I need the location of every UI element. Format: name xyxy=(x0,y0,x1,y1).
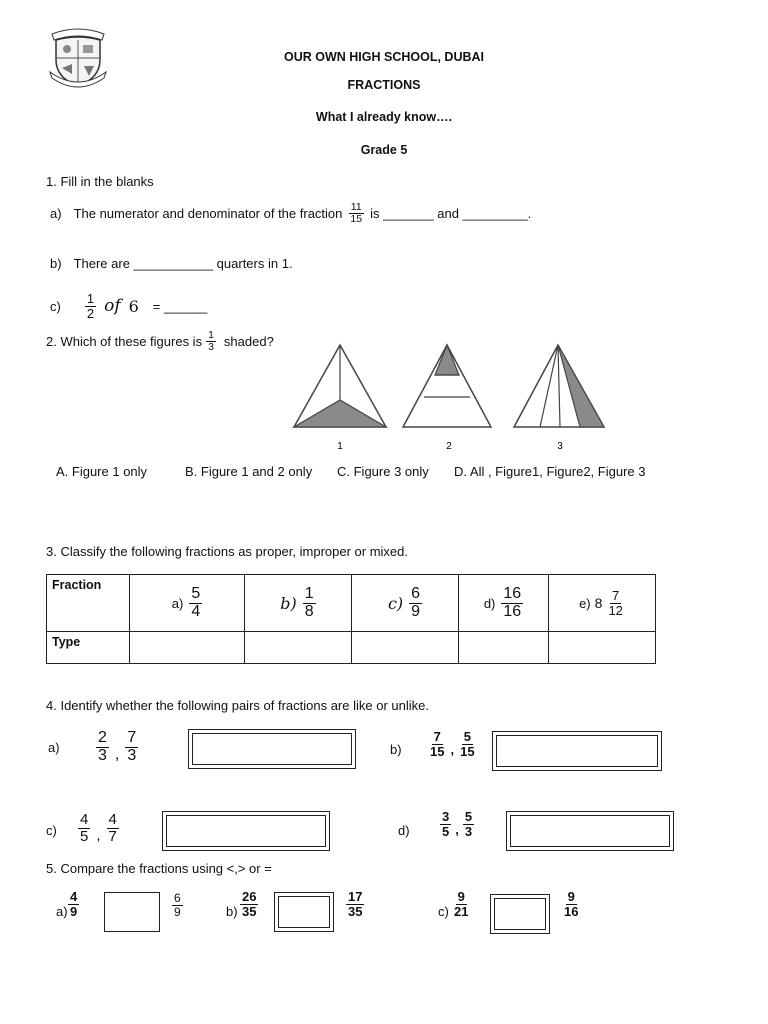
q1-c-numerator: 1 xyxy=(86,291,95,306)
q5-a-d1: 9 xyxy=(70,903,78,919)
q4-d-n2: 5 xyxy=(464,809,473,824)
q3-cell-a xyxy=(130,575,245,632)
q1-b-row xyxy=(50,256,293,271)
q5-b-label: b) xyxy=(226,904,238,919)
q4-c-frac1 xyxy=(78,812,90,845)
q1-a-row xyxy=(50,202,531,225)
q1-c-row xyxy=(50,292,207,320)
q5-a-n1: 4 xyxy=(70,889,78,904)
q4-b-d1: 15 xyxy=(430,743,445,759)
q4-a-answer-box[interactable] xyxy=(188,729,356,769)
q4-c-label: c) xyxy=(46,823,57,838)
q3-cell-b xyxy=(245,575,352,632)
q1-c-denominator: 2 xyxy=(86,305,95,321)
q3-type-d-input[interactable] xyxy=(459,632,549,664)
q4-d-d1: 5 xyxy=(442,823,450,839)
q3-e-whole: 8 xyxy=(594,595,603,611)
q4-title: 4. Identify whether the following pairs of fractions are like or unlike. xyxy=(46,698,429,713)
q4-c-n2: 4 xyxy=(108,811,117,828)
figure-3-triangle xyxy=(514,345,604,427)
q1-a-tail: is _______ and _________. xyxy=(370,206,532,222)
q5-c-label: c) xyxy=(438,904,449,919)
q3-a-denominator: 4 xyxy=(191,602,201,620)
subtitle: What I already know…. xyxy=(315,110,453,124)
q5-a-compare-box[interactable] xyxy=(104,892,160,932)
q3-c-label: c) xyxy=(387,593,404,613)
q3-type-e-input[interactable] xyxy=(549,632,656,664)
q5-a-frac1 xyxy=(68,890,79,918)
q3-e-label: e) xyxy=(579,595,591,611)
q4-d-n1: 3 xyxy=(442,809,450,824)
q1-title: 1. Fill in the blanks xyxy=(46,174,154,189)
q5-c-n1: 9 xyxy=(457,889,465,904)
q3-d-label: d) xyxy=(483,595,496,611)
q3-type-c-input[interactable] xyxy=(352,632,459,664)
q4-d-pair: $\frac{3}{5}$ , $\frac{5}{3}$ xyxy=(442,809,473,839)
q2-option-d[interactable]: D. All , Figure1, Figure2, Figure 3 xyxy=(454,464,646,479)
q3-c-numerator: 6 xyxy=(411,584,421,602)
q3-d-denominator: 16 xyxy=(503,602,522,620)
q2-option-c[interactable]: C. Figure 3 only xyxy=(337,464,429,479)
q3-title: 3. Classify the following fractions as proper, improper or mixed. xyxy=(46,544,408,559)
q4-d-frac1 xyxy=(440,810,451,838)
q3-a-fraction xyxy=(189,586,202,621)
figure-2-label: 2 xyxy=(446,441,452,452)
q2-title-row xyxy=(46,330,274,353)
q3-e-fraction xyxy=(606,589,624,617)
q3-type-b-input[interactable] xyxy=(245,632,352,664)
q4-d-frac2 xyxy=(463,810,474,838)
q5-c-frac2 xyxy=(562,890,580,918)
q3-e-denominator: 12 xyxy=(608,602,623,618)
q4-a-n2: 7 xyxy=(127,729,137,746)
q4-d-d2: 3 xyxy=(464,823,473,839)
q1-b-label: b) xyxy=(50,256,62,271)
q4-c-d1: 5 xyxy=(80,827,89,845)
q4-a-frac1 xyxy=(96,730,109,765)
q5-c-n2: 9 xyxy=(567,889,575,904)
q3-b-denominator: 8 xyxy=(304,602,314,620)
figure-3-label: 3 xyxy=(557,441,563,452)
q4-d-answer-box[interactable] xyxy=(506,811,674,851)
q5-b-frac2 xyxy=(346,890,364,918)
q4-d-label: d) xyxy=(398,823,410,838)
q3-e-numerator: 7 xyxy=(612,587,620,603)
q4-c-n1: 4 xyxy=(80,811,89,828)
figure-1-label: 1 xyxy=(337,441,343,452)
q3-cell-c xyxy=(352,575,459,632)
q4-b-d2: 15 xyxy=(460,743,475,759)
q4-b-n1: 7 xyxy=(433,729,441,744)
q5-c-compare-box[interactable] xyxy=(490,894,550,934)
q5-b-n2: 17 xyxy=(348,889,363,904)
q4-b-answer-box[interactable] xyxy=(492,731,662,771)
q1-c-of: of xyxy=(104,296,121,317)
q1-c-tail: = ______ xyxy=(152,298,208,314)
q4-b-n2: 5 xyxy=(463,729,471,744)
q2-title-denominator: 3 xyxy=(208,341,214,354)
q4-b-frac1 xyxy=(428,730,446,758)
q4-a-d2: 3 xyxy=(127,746,137,764)
q3-cell-e xyxy=(549,575,656,632)
school-name: OUR OWN HIGH SCHOOL, DUBAI xyxy=(284,50,484,64)
q1-a-numerator: 11 xyxy=(350,201,362,213)
q5-b-n1: 26 xyxy=(242,889,257,904)
q5-b-compare-box[interactable] xyxy=(274,892,334,932)
q4-a-n1: 2 xyxy=(98,729,107,746)
grade-label: Grade 5 xyxy=(360,143,408,157)
q2-title-fraction xyxy=(206,330,216,353)
q5-c-frac1 xyxy=(452,890,470,918)
q5-c-d2: 16 xyxy=(564,903,579,919)
q3-classify-table xyxy=(46,574,656,664)
q3-b-label: b) xyxy=(280,593,297,613)
q3-d-numerator: 16 xyxy=(503,584,522,602)
q2-title-post: shaded? xyxy=(223,334,274,350)
q1-a-label: a) xyxy=(50,206,62,222)
q5-b-d2: 35 xyxy=(348,903,363,919)
q5-c-d1: 21 xyxy=(454,903,469,919)
q3-c-denominator: 9 xyxy=(411,602,421,620)
q1-b-text: There are ___________ quarters in 1. xyxy=(73,256,293,271)
q2-title-numerator: 1 xyxy=(208,329,214,341)
q3-c-fraction xyxy=(409,586,422,621)
q5-a-label: a) xyxy=(56,904,68,919)
q1-a-text: The numerator and denominator of the fraction xyxy=(73,206,343,222)
q4-a-pair: $\frac{2}{3}$ , $\frac{7}{3}$ xyxy=(98,729,137,764)
q1-a-denominator: 15 xyxy=(350,213,363,226)
q2-option-a[interactable]: A. Figure 1 only xyxy=(56,464,148,479)
q4-b-pair: $\frac{7}{15}$ , $\frac{5}{15}$ xyxy=(430,729,475,759)
q3-a-label: a) xyxy=(171,595,184,611)
q3-b-numerator: 1 xyxy=(304,584,314,602)
q3-a-numerator: 5 xyxy=(191,584,201,602)
q4-b-frac2 xyxy=(458,730,476,758)
q4-a-label: a) xyxy=(48,740,60,755)
q4-a-d1: 3 xyxy=(98,746,107,764)
q3-d-fraction xyxy=(501,586,523,621)
figure-2-triangle xyxy=(403,345,491,427)
q2-option-b[interactable]: B. Figure 1 and 2 only xyxy=(185,464,313,479)
q4-c-answer-box[interactable] xyxy=(162,811,330,851)
q3-type-a-input[interactable] xyxy=(130,632,245,664)
q4-c-pair: $\frac{4}{5}$ , $\frac{4}{7}$ xyxy=(80,811,117,845)
q2-figures xyxy=(290,335,615,455)
q1-a-fraction xyxy=(348,202,364,225)
q5-a-n2: 6 xyxy=(174,891,181,905)
q4-a-frac2 xyxy=(125,730,138,765)
q5-title: 5. Compare the fractions using <,> or = xyxy=(46,861,272,876)
q3-b-fraction xyxy=(303,586,316,621)
q3-cell-d xyxy=(459,575,549,632)
q5-b-frac1 xyxy=(240,890,258,918)
q1-c-fraction xyxy=(85,292,96,320)
q4-b-label: b) xyxy=(390,742,402,757)
q4-c-d2: 7 xyxy=(108,827,117,845)
figure-1-triangle xyxy=(294,345,386,427)
topic-title: FRACTIONS xyxy=(347,78,421,92)
q1-c-six: 6 xyxy=(128,296,139,316)
q3-header-fraction: Fraction xyxy=(47,575,130,632)
q5-a-d2: 9 xyxy=(174,904,181,919)
q5-a-frac2 xyxy=(172,892,183,918)
q5-b-d1: 35 xyxy=(242,903,257,919)
q2-title-pre: 2. Which of these figures is xyxy=(46,334,203,350)
q4-c-frac2 xyxy=(107,812,119,845)
q3-header-type: Type xyxy=(47,632,130,664)
q1-c-label: c) xyxy=(50,298,61,314)
